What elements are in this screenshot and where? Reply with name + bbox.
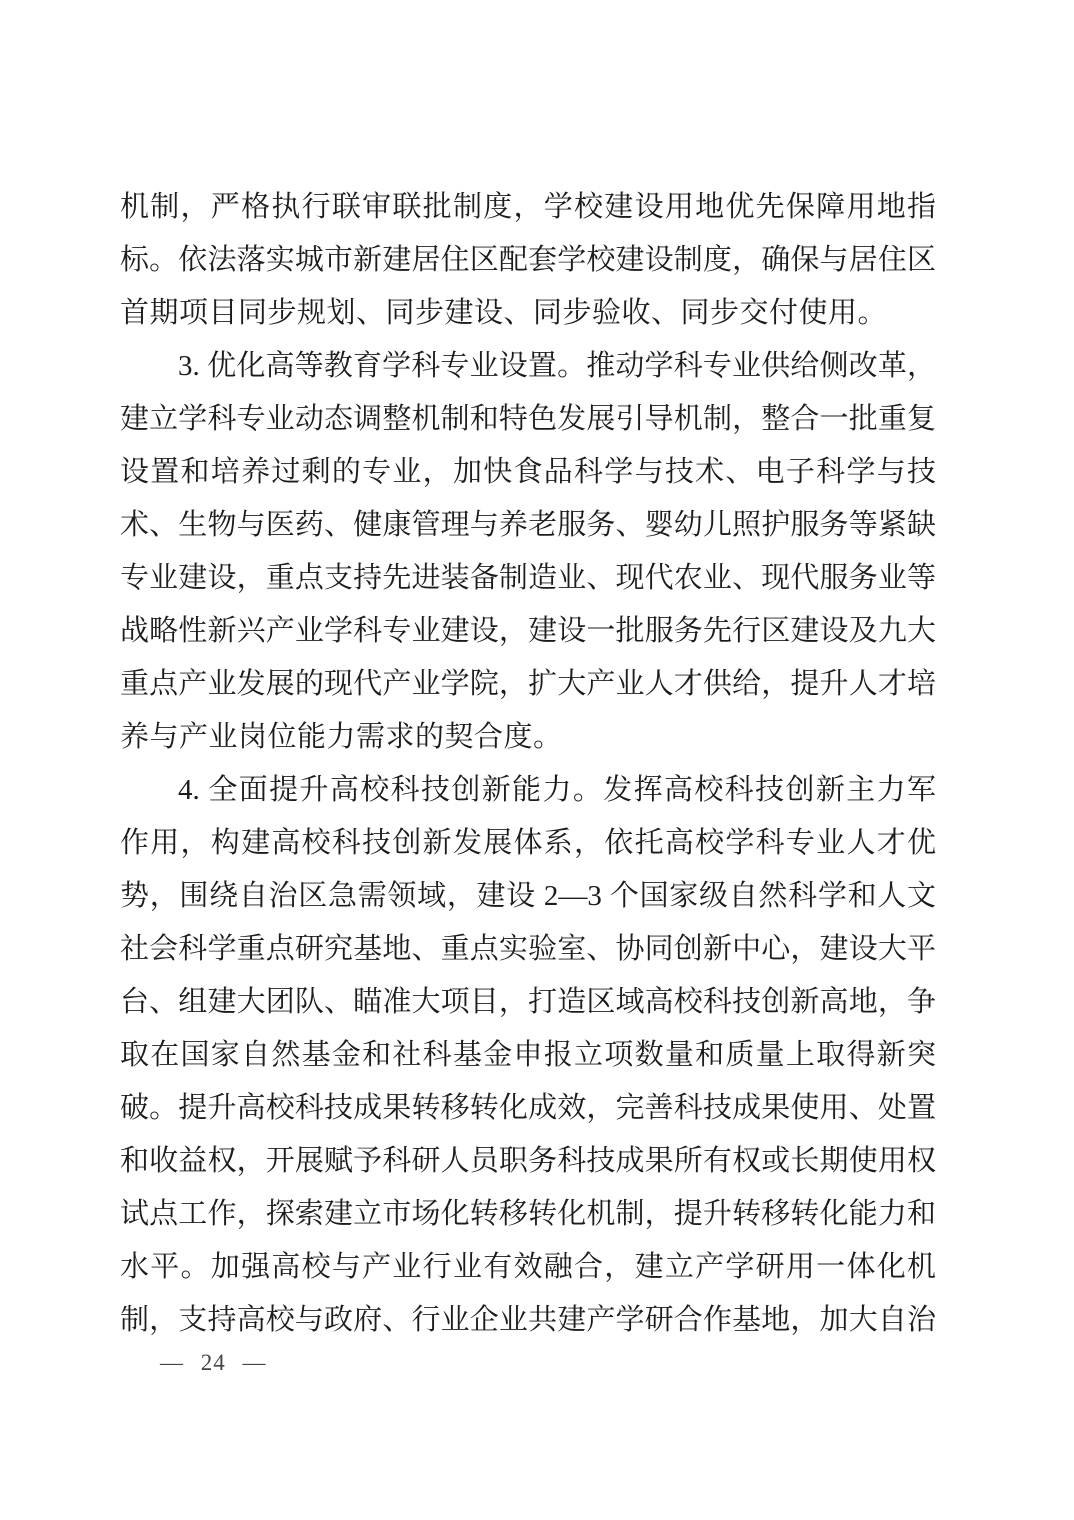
text-line: 取在国家自然基金和社科基金申报立项数量和质量上取得新突 — [120, 1039, 936, 1071]
text-line: 重点产业发展的现代产业学院，扩大产业人才供给，提升人才培 — [120, 668, 936, 700]
text-line: 标。依法落实城市新建居住区配套学校建设制度，确保与居住区 — [120, 244, 936, 276]
text-line: 台、组建大团队、瞄准大项目，打造区域高校科技创新高地，争 — [120, 986, 936, 1018]
text-line: 首期项目同步规划、同步建设、同步验收、同步交付使用。 — [120, 297, 888, 329]
text-line: 3. 优化高等教育学科专业设置。推动学科专业供给侧改革， — [178, 350, 936, 382]
text-line: 试点工作，探索建立市场化转移转化机制，提升转移转化能力和 — [120, 1198, 936, 1230]
text-line: 建立学科专业动态调整机制和特色发展引导机制，整合一批重复 — [120, 403, 936, 435]
text-line: 社会科学重点研究基地、重点实验室、协同创新中心，建设大平 — [120, 933, 936, 965]
text-line: 养与产业岗位能力需求的契合度。 — [120, 721, 563, 753]
text-line: 水平。加强高校与产业行业有效融合，建立产学研用一体化机 — [120, 1251, 936, 1283]
text-line: 势，围绕自治区急需领域，建设 2—3 个国家级自然科学和人文 — [120, 880, 936, 912]
page-number-footer: — 24 — — [160, 1350, 267, 1375]
text-line: 4. 全面提升高校科技创新能力。发挥高校科技创新主力军 — [178, 774, 936, 806]
text-line: 机制，严格执行联审联批制度，学校建设用地优先保障用地指 — [120, 191, 936, 223]
text-line: 战略性新兴产业学科专业建设，建设一批服务先行区建设及九大 — [120, 615, 936, 647]
text-line: 专业建设，重点支持先进装备制造业、现代农业、现代服务业等 — [120, 562, 936, 594]
text-line: 设置和培养过剩的专业，加快食品科学与技术、电子科学与技 — [120, 456, 936, 488]
text-line: 制，支持高校与政府、行业企业共建产学研合作基地，加大自治 — [120, 1304, 936, 1336]
text-line: 术、生物与医药、健康管理与养老服务、婴幼儿照护服务等紧缺 — [120, 509, 936, 541]
text-line: 和收益权，开展赋予科研人员职务科技成果所有权或长期使用权 — [120, 1145, 936, 1177]
document-body — [120, 181, 936, 1347]
text-line: 破。提升高校科技成果转移转化成效，完善科技成果使用、处置 — [120, 1092, 936, 1124]
text-line: 作用，构建高校科技创新发展体系，依托高校学科专业人才优 — [120, 827, 936, 859]
